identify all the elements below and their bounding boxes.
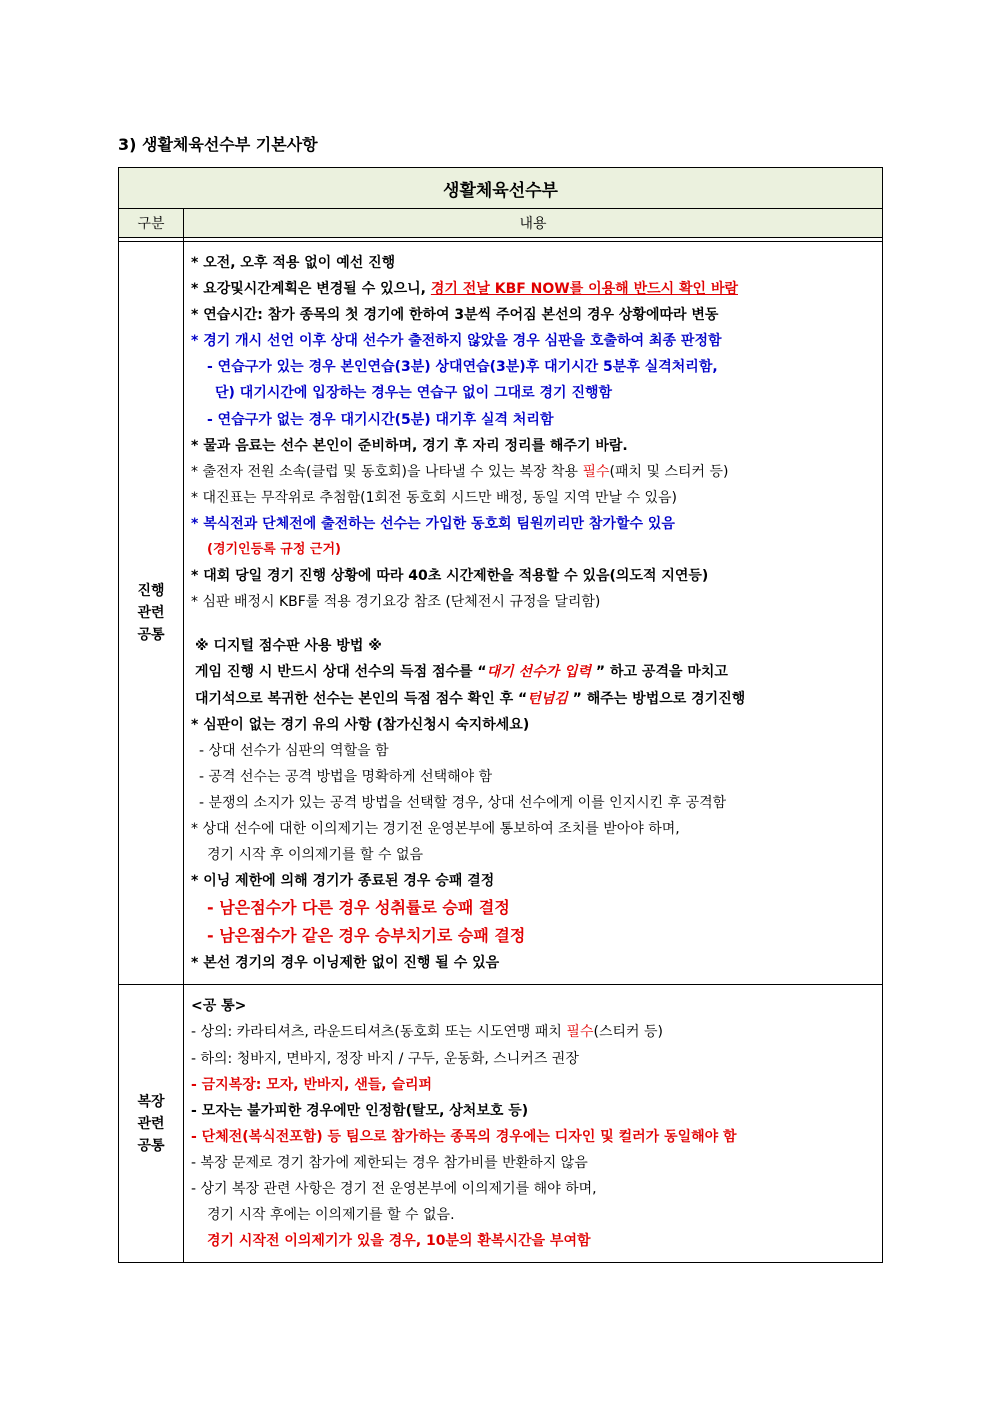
category-progress-line: 관련 bbox=[137, 605, 165, 622]
scoreboard-heading: ※ 디지털 점수판 사용 방법 ※ bbox=[195, 638, 382, 655]
attire-line: - 상기 복장 관련 사항은 경기 전 운영본부에 이의제기를 해야 하며, bbox=[191, 1181, 597, 1197]
rule-line: - 연습구가 있는 경우 본인연습(3분) 상대연습(3분)후 대기시간 5분후 실격처리함, bbox=[207, 359, 718, 376]
rule-text: (패치 및 스티커 등) bbox=[609, 463, 729, 480]
rule-line: 단) 대기시간에 입장하는 경우는 연습구 없이 그대로 경기 진행함 bbox=[215, 385, 613, 402]
category-attire-line: 복장 bbox=[137, 1093, 165, 1110]
header-category: 구분 bbox=[119, 209, 184, 238]
rule-line: - 분쟁의 소지가 있는 공격 방법을 선택할 경우, 상대 선수에게 이를 인지시킨 후 공격함 bbox=[199, 794, 727, 811]
attire-text: - 상의: 카라티셔츠, 라운드티셔츠(동호회 또는 시도연맹 패치 bbox=[191, 1024, 567, 1041]
rule-line bbox=[191, 686, 876, 712]
rules-table bbox=[118, 167, 883, 1263]
attire-line: - 복장 문제로 경기 참가에 제한되는 경우 참가비를 반환하지 않음 bbox=[191, 1154, 588, 1171]
rule-line: (경기인등록 규정 근거) bbox=[207, 542, 341, 558]
rule-line: * 연습시간: 참가 종목의 첫 경기에 한하여 3분씩 주어짐 본선의 경우 상황에따라 변동 bbox=[191, 307, 719, 324]
rule-line: * 상대 선수에 대한 이의제기는 경기전 운영본부에 통보하여 조치를 받아야 하며, bbox=[191, 820, 680, 837]
rule-line: * 경기 개시 선언 이후 상대 선수가 출전하지 않았을 경우 심판을 호출하여 최종 판정함 bbox=[191, 333, 722, 350]
rule-highlight: 경기 전날 KBF NOW를 이용해 반드시 확인 바람 bbox=[430, 281, 738, 298]
title-row bbox=[119, 168, 883, 209]
rule-text: 게임 진행 시 반드시 상대 선수의 득점 점수를 “ bbox=[195, 664, 487, 681]
rule-line: * 본선 경기의 경우 이닝제한 없이 진행 될 수 있음 bbox=[191, 955, 500, 972]
progress-row bbox=[119, 242, 883, 985]
rule-line bbox=[191, 659, 876, 685]
attire-line: - 하의: 청바지, 면바지, 정장 바지 / 구두, 운동화, 스니커즈 권장 bbox=[191, 1050, 579, 1067]
header-row bbox=[119, 209, 883, 238]
progress-content bbox=[184, 242, 883, 985]
rule-line: - 남은점수가 같은 경우 승부치기로 승패 결정 bbox=[207, 926, 526, 946]
attire-highlight: 필수 bbox=[566, 1024, 594, 1041]
attire-row bbox=[119, 985, 883, 1263]
rule-line: * 심판 배정시 KBF룰 적용 경기요강 참조 (단체전시 규정을 달리함) bbox=[191, 594, 601, 611]
category-attire-line: 공통 bbox=[137, 1137, 165, 1154]
attire-line: <공 통> bbox=[191, 998, 247, 1015]
rule-line: * 복식전과 단체전에 출전하는 선수는 가입한 동호회 팀원끼리만 참가할수 있음 bbox=[191, 515, 675, 532]
section-heading: 3) 생활체육선수부 기본사항 bbox=[118, 135, 318, 154]
rule-text: 대기석으로 복귀한 선수는 본인의 득점 점수 확인 후 “ bbox=[195, 690, 528, 707]
rule-text: * 출전자 전원 소속(클럽 및 동호회)을 나타낼 수 있는 복장 착용 bbox=[191, 463, 583, 480]
attire-line: - 단체전(복식전포함) 등 팀으로 참가하는 종목의 경우에는 디자인 및 컬러가 동일해야 함 bbox=[191, 1128, 737, 1145]
category-progress-line: 진행 bbox=[137, 583, 165, 600]
category-attire-line: 관련 bbox=[137, 1115, 165, 1132]
rule-line: - 남은점수가 다른 경우 성취률로 승패 결정 bbox=[207, 898, 510, 918]
attire-content bbox=[184, 985, 883, 1263]
attire-text: (스티커 등) bbox=[593, 1024, 663, 1041]
category-attire bbox=[119, 985, 184, 1263]
rule-line: * 이닝 제한에 의해 경기가 종료된 경우 승패 결정 bbox=[191, 873, 495, 890]
attire-line bbox=[191, 1019, 876, 1045]
rule-line: - 공격 선수는 공격 방법을 명확하게 선택해야 함 bbox=[199, 768, 493, 785]
rule-text: ” 해주는 방법으로 경기진행 bbox=[567, 690, 746, 707]
rule-line: - 상대 선수가 심판의 역할을 함 bbox=[199, 742, 389, 759]
rule-line: * 대진표는 무작위로 추첨함(1회전 동호회 시드만 배정, 동일 지역 만날 수 있음) bbox=[191, 489, 677, 506]
rule-line bbox=[191, 276, 876, 302]
rule-line: - 연습구가 없는 경우 대기시간(5분) 대기후 실격 처리함 bbox=[207, 411, 554, 428]
rule-line: * 오전, 오후 적용 없이 예선 진행 bbox=[191, 255, 396, 271]
rule-line: * 물과 음료는 선수 본인이 준비하며, 경기 후 자리 정리를 해주기 바람. bbox=[191, 437, 628, 454]
rule-text: * 요강및시간계획은 변경될 수 있으니, bbox=[191, 281, 431, 298]
rule-line: 경기 시작 후 이의제기를 할 수 없음 bbox=[207, 847, 424, 864]
rule-highlight: 필수 bbox=[582, 463, 610, 480]
rule-highlight: 대기 선수가 입력 bbox=[486, 664, 592, 681]
spacer bbox=[191, 615, 876, 633]
table-title: 생활체육선수부 bbox=[119, 168, 883, 209]
attire-line: 경기 시작전 이의제기가 있을 경우, 10분의 환복시간을 부여함 bbox=[207, 1233, 591, 1250]
rule-highlight: 턴넘김 bbox=[527, 690, 568, 707]
attire-line: - 금지복장: 모자, 반바지, 샌들, 슬리퍼 bbox=[191, 1076, 433, 1093]
header-content: 내용 bbox=[184, 209, 883, 238]
attire-line: 경기 시작 후에는 이의제기를 할 수 없음. bbox=[207, 1207, 455, 1224]
attire-line: - 모자는 불가피한 경우에만 인정함(탈모, 상처보호 등) bbox=[191, 1102, 529, 1119]
category-progress bbox=[119, 242, 184, 985]
rule-text: ” 하고 공격을 마치고 bbox=[591, 664, 728, 681]
rule-line: * 심판이 없는 경기 유의 사항 (참가신청시 숙지하세요) bbox=[191, 716, 530, 733]
category-progress-line: 공통 bbox=[137, 627, 165, 644]
rule-line bbox=[191, 459, 876, 485]
rule-line: * 대회 당일 경기 진행 상황에 따라 40초 시간제한을 적용할 수 있음(의도적 지연등) bbox=[191, 568, 709, 585]
